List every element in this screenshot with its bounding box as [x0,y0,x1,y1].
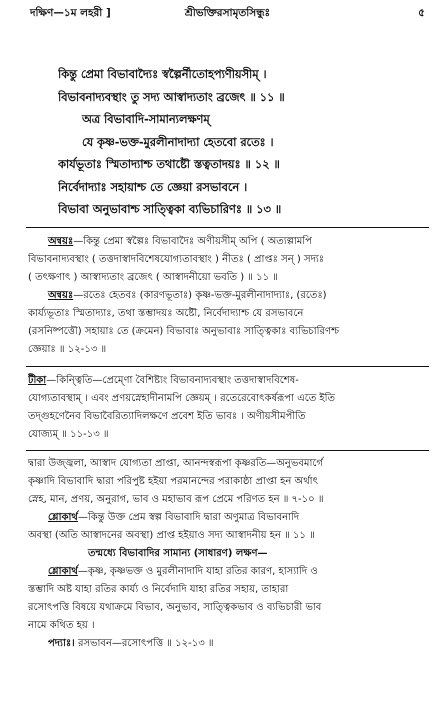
divider [26,366,429,367]
verse-line: কার্যভূতাঃ স্মিতাদ্যাশ্চ তথাষ্টৌ স্তত্বতাদয়ঃ ॥ ১২ ॥ [58,158,280,171]
sloka-label: শ্লোকার্থ [48,566,78,577]
sloka-label: শ্লোকার্থ [48,512,78,523]
pada-text: রসভাবন—রসোৎপত্তি ॥ ১২-১৩ ॥ [77,638,214,649]
tika-text: যোগ্যতাবস্থাম্ । এবং প্রণয়স্নেহাদীনামপি জ্ঞেয়ম্ । রতেরেবোৎকর্ষরূপা এতে ইতি [28,393,335,404]
verse-line: যে কৃষ্ণ-ভক্ত-মুরলীনাদাদ্যা হেতবো রতেঃ । [82,135,274,149]
chapter-label: দক্ষিণ—১ম লহরী ] [30,7,111,19]
anvaya-text: ( তৎক্ষণাৎ ) আস্বাদ্যতাং ব্রজেৎ ( আস্বাদনীয়ো ভবতি ) ॥ ১১ ॥ [28,272,278,283]
book-title: শ্রীভক্তিরসামৃতসিন্ধুঃ [184,7,271,19]
verse-line: নির্বেদাদ্যাঃ সহায়াশ্চ তে জ্ঞেয়া রসভাবনে । [58,180,248,194]
commentary-line: কৃষ্ণাদি বিভাবাদি দ্বারা পরিপুষ্ট হইয়া পরমানন্দের পরাকাষ্ঠা প্রাপ্তা হন অর্থাৎ [28,476,318,487]
sloka-text: স্তম্ভাদি অষ্ট যাহা রতির কার্য্য ও নির্বেদাদি যাহা রতির সহায়, তাহারা [28,584,289,595]
anvaya-text: (রসনিষ্পত্তৌ) সহায়াঃ তে (ক্রমেন) বিভাবাঃ অনুভাবাঃ সাত্ত্বিকাঃ ব্যভিচারিণশ্চ [28,326,340,337]
anvaya-text: জ্ঞেয়াঃ ॥ ১২-১৩ ॥ [28,344,107,355]
sloka-text: —কৃষ্ণ, কৃষ্ণভক্ত ও মুরলীনাদাদি যাহা রতির কারণ, হাস্যাদি ও [77,566,318,577]
sloka-text: —কিন্তু উক্ত প্রেম স্বল্প বিভাবাদি দ্বারা অণুমাত্র বিভাবনাদি [77,512,300,523]
sloka-text: রসোৎপত্তি বিষয়ে যথাক্রমে বিভাব, অনুভাব, সাত্ত্বিকভাব ও ব্যভিচারী ভাব [28,602,322,613]
bengali-commentary [28,455,427,653]
sanskrit-verse-block [58,64,428,222]
sloka-text: অবস্থা (অতি আস্বাদনের অবস্থা) প্রাপ্ত হইয়াও সদ্য আস্বাদনীয় হন ॥ ১১ ॥ [28,530,315,541]
pada-label: পদ্যাঃ। [48,638,75,649]
page-number: ৫ [418,7,425,19]
divider [26,450,429,451]
tika-label: টীকা [28,375,47,386]
tika-text: যোজ্যম্ ॥ ১১-১৩ ॥ [28,429,109,440]
sloka-text: নামে কথিত হয় । [28,620,95,631]
verse-subheading: অত্র বিভাবাদি-সামান্যলক্ষণম্ [82,113,210,126]
anvaya-text: —রতেঃ হেতবঃ (কারণভূতাঃ) কৃষ্ণ-ভক্ত-মুরলীনাদাদ্যাঃ, (রতেঃ) [73,290,327,301]
verse-line: কিন্তু প্রেমা বিভাবাদ্যৈঃ স্বল্পৈর্নীতোহপ্যণীয়সীম্ । [58,68,267,81]
anvaya-text: বিভাবনাদ্যবস্থাং ( তত্তদাস্বাদবিশেষযোগ্যতাবস্থাং ) নীতঃ ( প্রাপ্তঃ সন্ ) সদ্যঃ [28,254,325,265]
anvaya-label: অন্বয়ঃ [48,236,74,247]
commentary-line: দ্বারা উজ্জ্বলা, আস্বাদ যোগ্যতা প্রাপ্তা, আনন্দস্বরূপা কৃষ্ণরতি—অনুভবমার্গে [28,458,323,469]
running-header [30,6,425,22]
anvaya-section [28,233,427,359]
tika-section [28,372,427,444]
section-heading: তন্মধ্যে বিভাবাদির সামান্য (সাধারণ) লক্ষণ— [88,548,268,559]
anvaya-label: অন্বয়ঃ [48,290,74,301]
tika-text: —কিন্ত্বিতি—প্রেম্ণো বৈশিষ্ট্যং বিভাবনাদ্যবস্থাং তত্তদাস্বাদবিশেষ- [46,375,299,386]
tika-text: তদ্গুহণেনৈব বিভাবৈরিত্যাদিলক্ষণে প্রবেশ ইতি ভাবঃ । অণীয়সীমপীতি [28,411,306,422]
anvaya-text: কার্য্যভূতাঃ স্মিতাদ্যাঃ, তথা স্তম্ভাদয়ঃ অষ্টৌ, নির্বেদাদ্যাশ্চ যে রসভাবনে [28,308,304,319]
verse-line: বিভাবা অনুভাবাশ্চ সাত্ত্বিকা ব্যভিচারিণঃ ॥ ১৩ ॥ [58,203,282,216]
anvaya-text: —কিন্তু প্রেমা স্বল্পৈঃ বিভাবাদৈঃ অণীয়সীম্ অপি ( অত্যল্পামপি [73,236,312,247]
verse-line: বিভাবনাদ্যবস্থাং তু সদ্য আস্বাদ্যতাং ব্রজেৎ ॥ ১১ ॥ [58,90,285,104]
divider [26,227,429,228]
commentary-line: স্নেহ, মান, প্রণয়, অনুরাগ, ভাব ও মহাভাব রূপ প্রেমে পরিণত হন ॥ ৭-১০ ॥ [28,494,324,505]
